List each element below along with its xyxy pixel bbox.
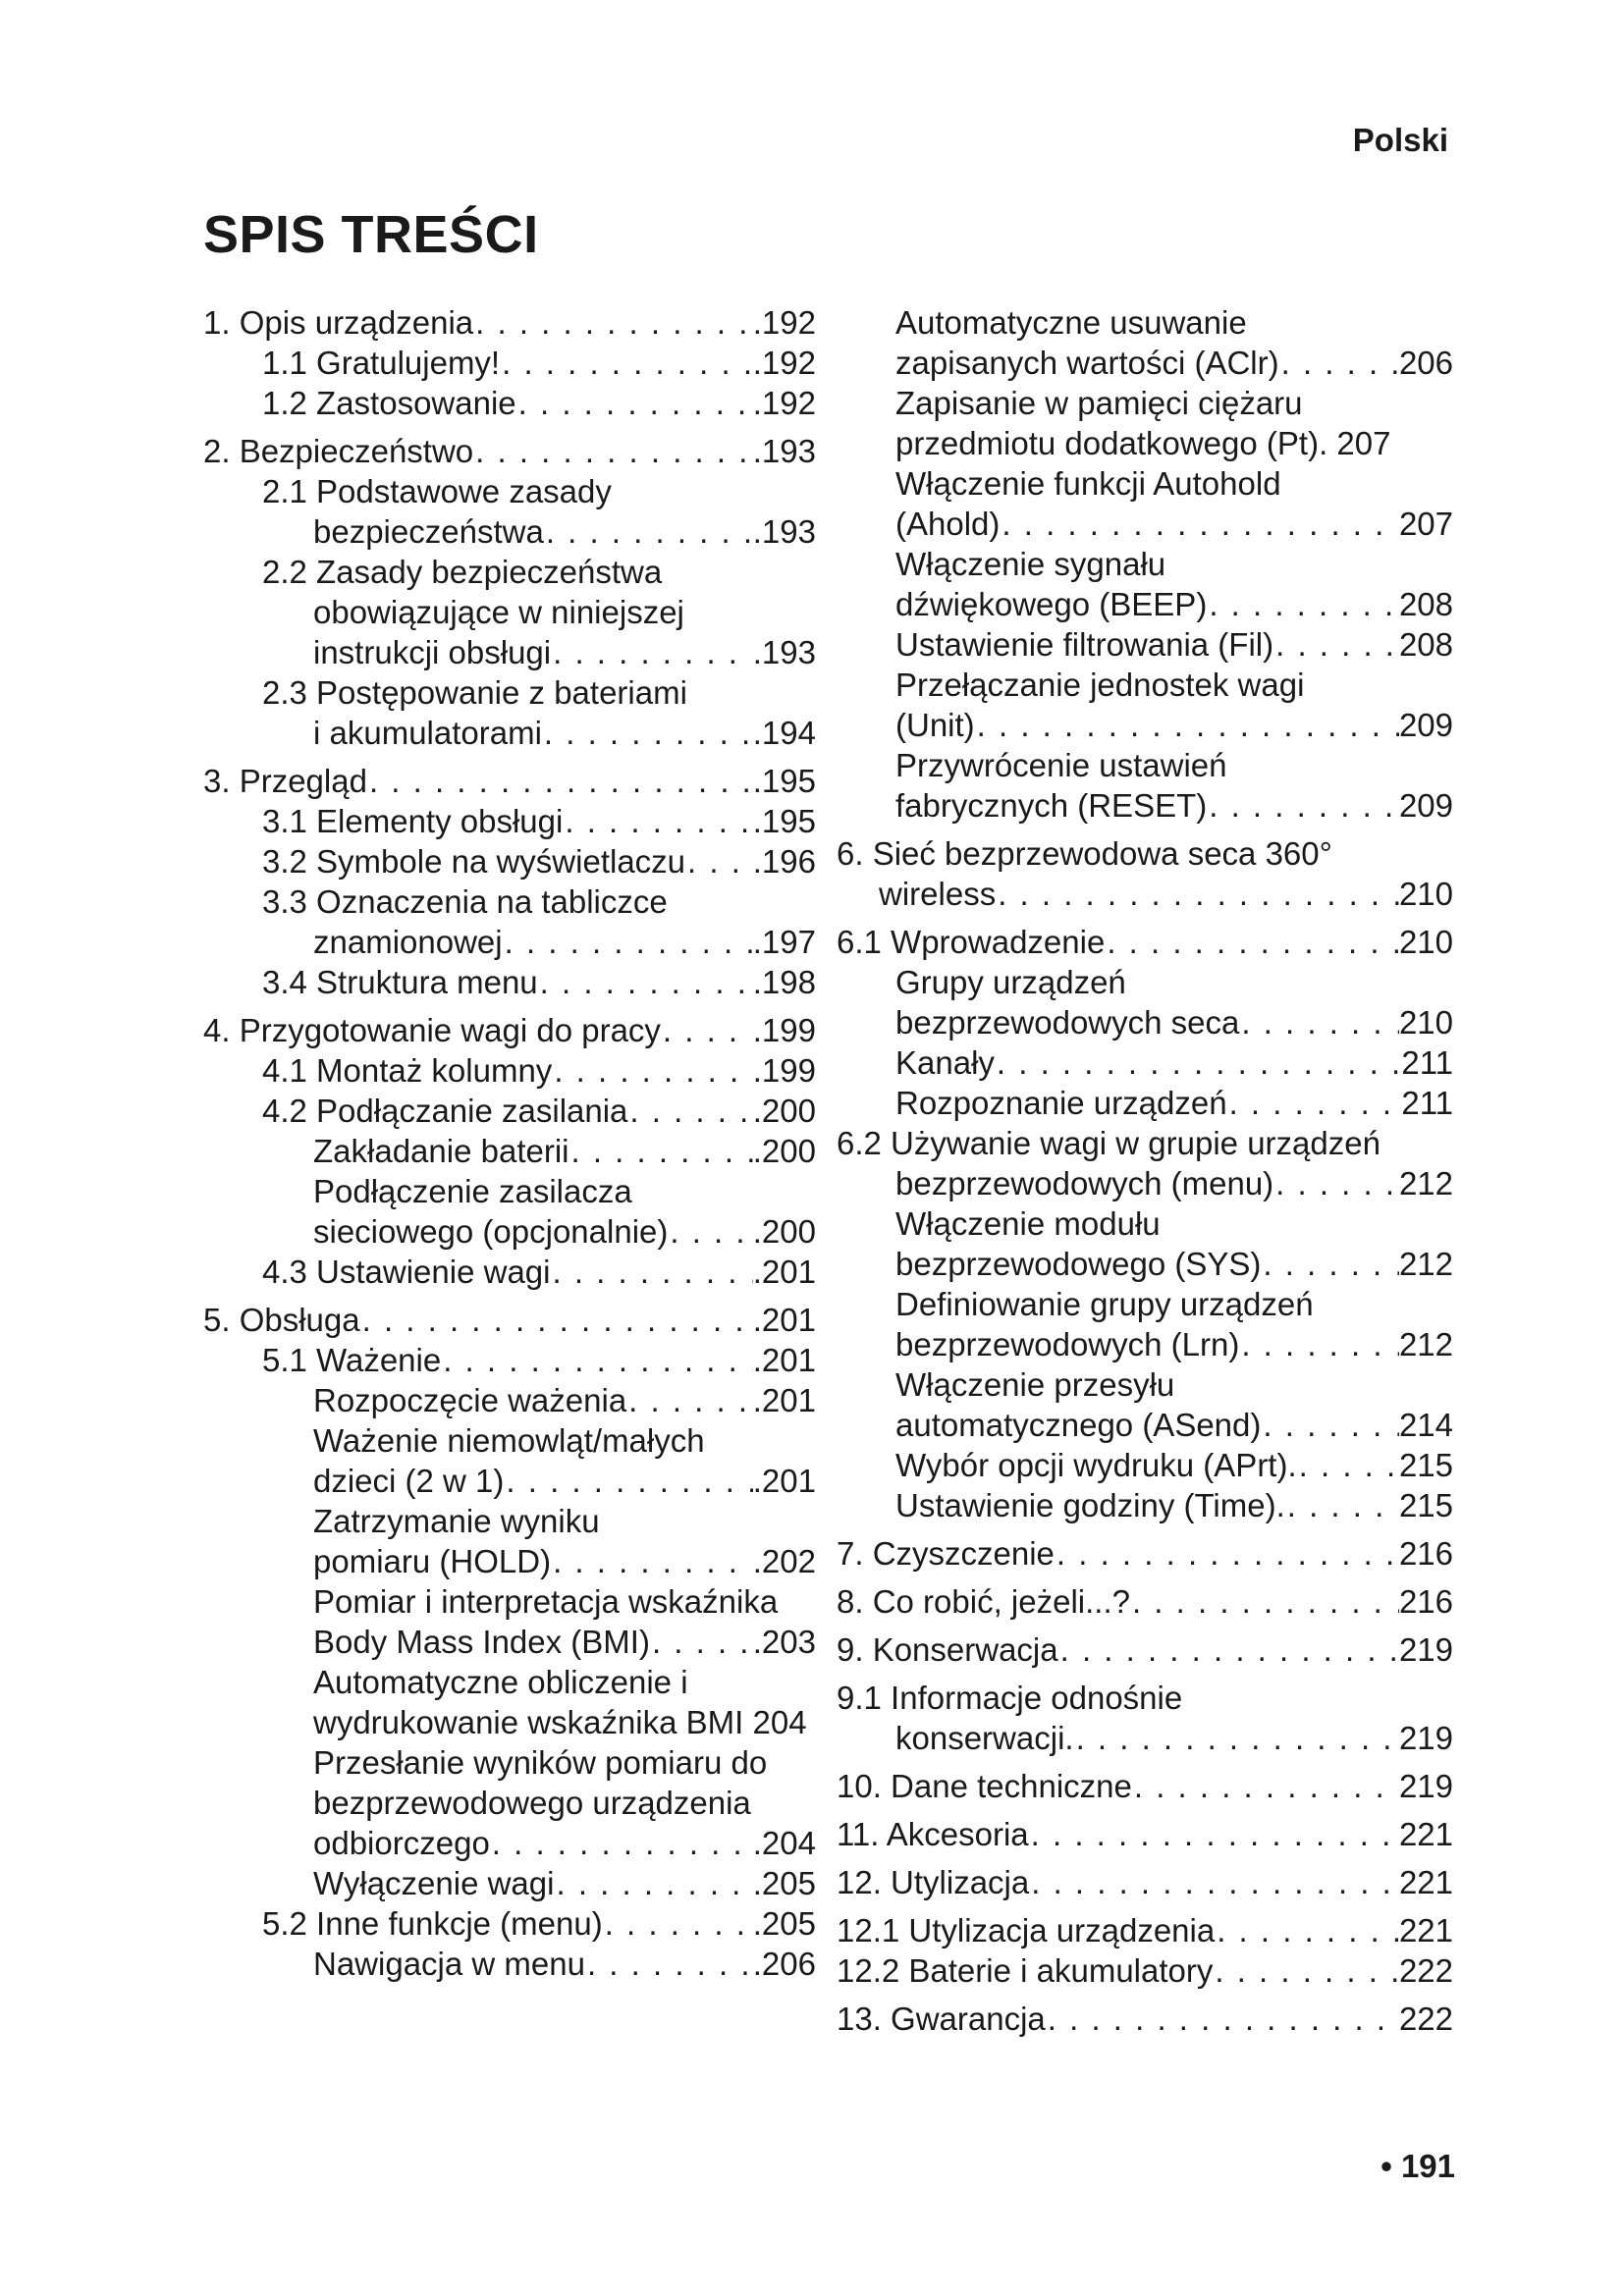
toc-entry bbox=[203, 881, 816, 922]
toc-entry bbox=[203, 713, 816, 753]
toc-entry-title: 3.4 Struktura menu bbox=[262, 964, 538, 1000]
toc-entry-title: pomiaru (HOLD) bbox=[313, 1543, 552, 1579]
toc-entry-page: .192 bbox=[752, 385, 816, 421]
toc-leader-dots bbox=[1207, 584, 1399, 624]
toc-entry-page: 212 bbox=[1398, 1246, 1453, 1282]
toc-entry bbox=[837, 1244, 1453, 1284]
toc-entry bbox=[837, 624, 1453, 665]
toc-entry bbox=[203, 1420, 816, 1461]
toc-entry bbox=[203, 1662, 816, 1702]
toc-entry-title: 11. Akcesoria bbox=[837, 1816, 1029, 1852]
toc-entry-title: konserwacji. bbox=[895, 1720, 1074, 1756]
toc-leader-dots bbox=[627, 1091, 752, 1131]
toc-entry-title: 4. Przygotowanie wagi do pracy bbox=[203, 1012, 661, 1048]
toc-entry-page: .192 bbox=[752, 304, 816, 341]
toc-entry-page: .205 bbox=[752, 1905, 816, 1942]
toc-entry-title: 4.2 Podłączanie zasilania bbox=[262, 1093, 628, 1129]
toc-leader-dots bbox=[661, 1010, 753, 1050]
toc-entry bbox=[837, 1042, 1453, 1083]
toc-entry-title: fabrycznych (RESET) bbox=[895, 787, 1208, 824]
toc-entry-title: bezprzewodowych (menu) bbox=[895, 1165, 1274, 1201]
toc-entry-title: 1.1 Gratulujemy! bbox=[262, 345, 501, 381]
toc-entry-title: 2. Bezpieczeństwo bbox=[203, 433, 474, 469]
toc-entry bbox=[203, 1211, 816, 1252]
toc-leader-dots bbox=[1273, 1163, 1399, 1203]
toc-entry bbox=[203, 1340, 816, 1380]
toc-entry-title: odbiorczego bbox=[313, 1825, 490, 1861]
toc-entry bbox=[203, 1823, 816, 1863]
toc-leader-dots bbox=[1239, 1002, 1399, 1042]
toc-entry-title: 4.3 Ustawienie wagi bbox=[262, 1254, 551, 1290]
toc-entry-page: .206 bbox=[752, 1946, 816, 1982]
toc-entry-title: (Unit) bbox=[895, 707, 975, 743]
toc-entry-title: 7. Czyszczenie bbox=[837, 1535, 1055, 1572]
toc-leader-dots bbox=[585, 1944, 753, 1984]
toc-entry-title: Rozpoczęcie ważenia bbox=[313, 1382, 627, 1418]
toc-entry bbox=[203, 632, 816, 672]
toc-entry-title: 12.1 Utylizacja urządzenia bbox=[837, 1912, 1216, 1949]
toc-leader-dots bbox=[1000, 504, 1399, 544]
toc-entry-title: Rozpoznanie urządzeń bbox=[895, 1085, 1227, 1121]
toc-entry-title: Definiowanie grupy urządzeń bbox=[895, 1286, 1314, 1322]
toc-entry bbox=[203, 1581, 816, 1622]
toc-leader-dots bbox=[603, 1903, 753, 1944]
toc-leader-dots bbox=[1029, 1814, 1399, 1854]
toc-leader-dots bbox=[1130, 1581, 1399, 1622]
toc-leader-dots bbox=[1132, 1766, 1399, 1806]
toc-entry-title: Przywrócenie ustawień bbox=[895, 747, 1227, 783]
toc-entry-page: 215 bbox=[1398, 1487, 1453, 1523]
toc-leader-dots bbox=[490, 1823, 753, 1863]
toc-leader-dots bbox=[551, 1541, 753, 1581]
toc-entry bbox=[837, 463, 1453, 504]
toc-entry bbox=[837, 1163, 1453, 1203]
toc-entry-title: 6.2 Używanie wagi w grupie urządzeń bbox=[837, 1125, 1380, 1161]
toc-entry bbox=[203, 1944, 816, 1984]
toc-leader-dots bbox=[504, 1461, 752, 1501]
toc-entry-title: bezprzewodowego urządzenia bbox=[313, 1785, 751, 1821]
toc-entry bbox=[203, 962, 816, 1002]
toc-entry-page: 222 bbox=[1398, 2001, 1453, 2037]
toc-entry-title: Zatrzymanie wyniku bbox=[313, 1503, 600, 1539]
toc-entry-title: 3.2 Symbole na wyświetlaczu bbox=[262, 843, 686, 880]
toc-leader-dots bbox=[1279, 343, 1399, 383]
toc-entry bbox=[203, 592, 816, 632]
toc-entry-page: .201 bbox=[752, 1254, 816, 1290]
toc-entry bbox=[837, 302, 1453, 343]
toc-entry-title: i akumulatorami bbox=[313, 715, 542, 751]
toc-leader-dots bbox=[516, 383, 753, 423]
toc-leader-dots bbox=[1046, 1999, 1399, 2039]
toc-entry-page: 214 bbox=[1398, 1407, 1453, 1443]
toc-entry bbox=[203, 343, 816, 383]
toc-entry-page: .193 bbox=[752, 433, 816, 469]
toc-entry-title: przedmiotu dodatkowego (Pt). 207 bbox=[895, 425, 1391, 461]
toc-entry-title: Grupy urządzeń bbox=[895, 964, 1126, 1000]
toc-entry bbox=[203, 761, 816, 801]
toc-entry-title: Włączenie funkcji Autohold bbox=[895, 465, 1281, 502]
toc-entry-page: 219 bbox=[1398, 1631, 1453, 1668]
toc-leader-dots bbox=[542, 713, 753, 753]
toc-entry-title: wireless bbox=[879, 876, 997, 912]
toc-leader-dots bbox=[441, 1340, 753, 1380]
toc-entry-page: 210 bbox=[1398, 876, 1453, 912]
toc-entry bbox=[837, 962, 1453, 1002]
toc-entry-title: 2.1 Podstawowe zasady bbox=[262, 473, 612, 509]
toc-entry-page: 208 bbox=[1398, 626, 1453, 663]
toc-entry bbox=[203, 1501, 816, 1541]
toc-entry-title: 2.3 Postępowanie z bateriami bbox=[262, 674, 687, 711]
toc-entry-page: .192 bbox=[752, 345, 816, 381]
toc-entry bbox=[203, 1050, 816, 1091]
toc-entry-title: 5. Obsługa bbox=[203, 1302, 360, 1338]
toc-entry bbox=[203, 1131, 816, 1171]
toc-entry bbox=[837, 1445, 1453, 1485]
toc-entry-title: Wybór opcji wydruku (APrt). bbox=[895, 1447, 1297, 1483]
toc-entry bbox=[837, 504, 1453, 544]
toc-leader-dots bbox=[668, 1211, 752, 1252]
toc-entry-title: Body Mass Index (BMI) bbox=[313, 1624, 650, 1660]
toc-leader-dots bbox=[1213, 1950, 1399, 1991]
toc-leader-dots bbox=[1227, 1083, 1402, 1123]
toc-entry-title: 2.2 Zasady bezpieczeństwa bbox=[262, 554, 663, 590]
toc-entry-title: Zapisanie w pamięci ciężaru bbox=[895, 385, 1303, 421]
toc-leader-dots bbox=[995, 1042, 1401, 1083]
toc-entry-page: .198 bbox=[752, 964, 816, 1000]
toc-entry bbox=[203, 1010, 816, 1050]
toc-entry-page: .202 bbox=[752, 1543, 816, 1579]
toc-leader-dots bbox=[554, 1863, 752, 1903]
toc-leader-dots bbox=[1055, 1533, 1399, 1574]
toc-entry-page: .201 bbox=[752, 1463, 816, 1499]
toc-entry-page: .193 bbox=[752, 634, 816, 670]
toc-entry-page: 207 bbox=[1398, 506, 1453, 542]
toc-leader-dots bbox=[996, 874, 1399, 914]
toc-entry bbox=[203, 1742, 816, 1783]
toc-entry-page: 209 bbox=[1398, 787, 1453, 824]
toc-entry bbox=[203, 431, 816, 471]
toc-leader-dots bbox=[563, 801, 752, 841]
toc-entry-title: Kanały bbox=[895, 1044, 995, 1081]
toc-entry-page: .203 bbox=[752, 1624, 816, 1660]
toc-entry bbox=[837, 1950, 1453, 1991]
toc-entry-title: 5.1 Ważenie bbox=[262, 1342, 442, 1378]
toc-entry-title: dźwiękowego (BEEP) bbox=[895, 586, 1208, 622]
toc-entry bbox=[203, 1380, 816, 1420]
toc-entry-page: 210 bbox=[1398, 1004, 1453, 1041]
toc-leader-dots bbox=[552, 1050, 752, 1091]
toc-entry bbox=[203, 1622, 816, 1662]
toc-entry bbox=[203, 841, 816, 881]
toc-leader-dots bbox=[500, 343, 753, 383]
toc-entry-page: 209 bbox=[1398, 707, 1453, 743]
toc-entry-page: .195 bbox=[752, 803, 816, 839]
toc-entry bbox=[837, 1581, 1453, 1622]
toc-entry-title: bezprzewodowych seca bbox=[895, 1004, 1240, 1041]
toc-entry-title: zapisanych wartości (AClr) bbox=[895, 345, 1279, 381]
toc-leader-dots bbox=[626, 1380, 753, 1420]
toc-entry-page: .195 bbox=[752, 763, 816, 799]
toc-entry-title: 3. Przegląd bbox=[203, 763, 367, 799]
toc-entry-title: bezpieczeństwa bbox=[313, 513, 544, 550]
toc-entry bbox=[837, 1999, 1453, 2039]
toc-entry-title: Włączenie przesyłu bbox=[895, 1366, 1175, 1403]
toc-entry bbox=[837, 1324, 1453, 1364]
toc-entry bbox=[837, 922, 1453, 962]
toc-entry-title: 5.2 Inne funkcje (menu) bbox=[262, 1905, 603, 1942]
toc-entry-title: 3.1 Elementy obsługi bbox=[262, 803, 564, 839]
toc-entry-title: Automatyczne usuwanie bbox=[895, 304, 1247, 341]
toc-entry-page: .200 bbox=[752, 1133, 816, 1169]
toc-leader-dots bbox=[569, 1131, 753, 1171]
toc-entry bbox=[203, 302, 816, 343]
toc-entry-title: 13. Gwarancja bbox=[837, 2001, 1046, 2037]
toc-entry-title: Automatyczne obliczenie i bbox=[313, 1664, 688, 1700]
toc-entry bbox=[203, 922, 816, 962]
toc-leader-dots bbox=[367, 761, 753, 801]
toc-entry bbox=[837, 1814, 1453, 1854]
toc-entry bbox=[837, 584, 1453, 624]
toc-entry-page: 212 bbox=[1398, 1165, 1453, 1201]
toc-entry-title: Podłączenie zasilacza bbox=[313, 1173, 632, 1209]
toc-entry bbox=[837, 1629, 1453, 1670]
page-number: • 191 bbox=[1380, 2148, 1455, 2184]
toc-entry-page: 219 bbox=[1398, 1768, 1453, 1804]
toc-entry bbox=[203, 383, 816, 423]
toc-entry-title: 10. Dane techniczne bbox=[837, 1768, 1132, 1804]
toc-entry bbox=[203, 801, 816, 841]
toc-entry bbox=[203, 1783, 816, 1823]
toc-entry bbox=[837, 1766, 1453, 1806]
toc-entry-title: 6.1 Wprowadzenie bbox=[837, 924, 1106, 960]
toc-leader-dots bbox=[544, 511, 753, 552]
toc-entry-title: 4.1 Montaż kolumny bbox=[262, 1052, 553, 1089]
toc-leader-dots bbox=[650, 1622, 753, 1662]
toc-entry bbox=[837, 1284, 1453, 1324]
toc-entry bbox=[837, 1718, 1453, 1758]
toc-entry-page: .197 bbox=[752, 924, 816, 960]
toc-entry bbox=[837, 705, 1453, 745]
language-label: Polski bbox=[1352, 122, 1448, 158]
toc-entry bbox=[203, 552, 816, 592]
toc-entry-title: dzieci (2 w 1) bbox=[313, 1463, 505, 1499]
toc-entry bbox=[837, 1203, 1453, 1244]
toc-leader-dots bbox=[551, 632, 753, 672]
toc-entry bbox=[203, 672, 816, 713]
toc-leader-dots bbox=[1058, 1629, 1399, 1670]
toc-entry bbox=[203, 1903, 816, 1944]
toc-entry bbox=[203, 1300, 816, 1340]
toc-entry-page: 221 bbox=[1398, 1864, 1453, 1900]
toc-entry bbox=[837, 874, 1453, 914]
toc-entry-page: 215 bbox=[1398, 1447, 1453, 1483]
toc-entry-page: 221 bbox=[1398, 1912, 1453, 1949]
toc-entry-title: (Ahold) bbox=[895, 506, 1001, 542]
toc-entry bbox=[837, 1910, 1453, 1950]
toc-entry-page: .201 bbox=[752, 1302, 816, 1338]
toc-entry bbox=[837, 383, 1453, 423]
toc-entry-page: 212 bbox=[1398, 1326, 1453, 1362]
toc-entry-page: .200 bbox=[752, 1093, 816, 1129]
toc-entry bbox=[837, 1862, 1453, 1902]
toc-entry bbox=[203, 1171, 816, 1211]
toc-entry bbox=[837, 544, 1453, 584]
page-title: SPIS TREŚCI bbox=[203, 205, 539, 264]
toc-entry-page: 206 bbox=[1398, 345, 1453, 381]
toc-entry-title: 6. Sieć bezprzewodowa seca 360° bbox=[837, 835, 1332, 872]
toc-leader-dots bbox=[1261, 1244, 1399, 1284]
toc-leader-dots bbox=[1261, 1405, 1399, 1445]
toc-entry-title: 1. Opis urządzenia bbox=[203, 304, 474, 341]
toc-entry bbox=[837, 423, 1453, 463]
toc-entry bbox=[837, 1123, 1453, 1163]
toc-entry bbox=[837, 785, 1453, 826]
toc-leader-dots bbox=[473, 431, 753, 471]
toc-entry bbox=[837, 1083, 1453, 1123]
toc-entry-title: 12. Utylizacja bbox=[837, 1864, 1030, 1900]
toc-entry-title: Przesłanie wyników pomiaru do bbox=[313, 1744, 768, 1781]
toc-entry-title: Pomiar i interpretacja wskaźnika bbox=[313, 1583, 779, 1620]
toc-entry-page: 222 bbox=[1398, 1952, 1453, 1989]
toc-entry-title: automatycznego (ASend) bbox=[895, 1407, 1262, 1443]
toc-column-right bbox=[837, 302, 1453, 2039]
toc-leader-dots bbox=[1029, 1862, 1399, 1902]
toc-entry bbox=[837, 745, 1453, 785]
toc-leader-dots bbox=[1285, 1485, 1399, 1525]
toc-entry bbox=[203, 471, 816, 511]
toc-leader-dots bbox=[360, 1300, 753, 1340]
toc-entry-page: 208 bbox=[1398, 586, 1453, 622]
toc-entry-page: .200 bbox=[752, 1213, 816, 1250]
toc-entry-page: 221 bbox=[1398, 1816, 1453, 1852]
toc-leader-dots bbox=[1273, 624, 1399, 665]
toc-entry-page: 211 bbox=[1401, 1044, 1453, 1081]
toc-entry bbox=[203, 1252, 816, 1292]
toc-entry-page: .204 bbox=[752, 1825, 816, 1861]
toc-entry-title: bezprzewodowego (SYS) bbox=[895, 1246, 1262, 1282]
toc-entry bbox=[837, 1533, 1453, 1574]
toc-entry-title: 9.1 Informacje odnośnie bbox=[837, 1680, 1183, 1716]
toc-leader-dots bbox=[473, 302, 753, 343]
toc-entry bbox=[837, 1405, 1453, 1445]
toc-entry-page: .201 bbox=[752, 1382, 816, 1418]
toc-leader-dots bbox=[1297, 1445, 1399, 1485]
toc-entry bbox=[837, 833, 1453, 874]
toc-entry bbox=[203, 1461, 816, 1501]
toc-entry-page: .199 bbox=[752, 1052, 816, 1089]
toc-entry-title: 9. Konserwacja bbox=[837, 1631, 1058, 1668]
toc-entry-page: .205 bbox=[752, 1865, 816, 1901]
toc-leader-dots bbox=[1207, 785, 1399, 826]
toc-leader-dots bbox=[538, 962, 753, 1002]
toc-entry-title: Ważenie niemowląt/małych bbox=[313, 1422, 705, 1459]
toc-entry bbox=[203, 1541, 816, 1581]
toc-entry bbox=[203, 511, 816, 552]
toc-entry-page: .201 bbox=[752, 1342, 816, 1378]
toc-entry-page: 216 bbox=[1398, 1583, 1453, 1620]
toc-entry-page: .199 bbox=[752, 1012, 816, 1048]
toc-leader-dots bbox=[1074, 1718, 1399, 1758]
toc-column-left bbox=[203, 302, 816, 1984]
toc-entry-title: sieciowego (opcjonalnie) bbox=[313, 1213, 669, 1250]
toc-entry-title: bezprzewodowych (Lrn) bbox=[895, 1326, 1240, 1362]
toc-entry bbox=[203, 1863, 816, 1903]
toc-entry-page: 216 bbox=[1398, 1535, 1453, 1572]
toc-entry-title: 12.2 Baterie i akumulatory bbox=[837, 1952, 1214, 1989]
toc-leader-dots bbox=[1105, 922, 1399, 962]
toc-entry-title: Włączenie sygnału bbox=[895, 546, 1166, 582]
toc-entry-page: .193 bbox=[752, 513, 816, 550]
toc-entry-title: Przełączanie jednostek wagi bbox=[895, 667, 1305, 703]
toc-entry-title: 1.2 Zastosowanie bbox=[262, 385, 516, 421]
toc-entry-page: .194 bbox=[752, 715, 816, 751]
toc-entry-title: Nawigacja w menu bbox=[313, 1946, 585, 1982]
toc-entry-page: 211 bbox=[1401, 1085, 1453, 1121]
toc-entry bbox=[837, 1364, 1453, 1405]
toc-entry-title: 3.3 Oznaczenia na tabliczce bbox=[262, 883, 668, 920]
toc-entry bbox=[837, 1485, 1453, 1525]
toc-entry-title: Włączenie modułu bbox=[895, 1205, 1161, 1242]
toc-entry-title: Zakładanie baterii bbox=[313, 1133, 569, 1169]
toc-entry-title: instrukcji obsługi bbox=[313, 634, 552, 670]
toc-entry bbox=[203, 1091, 816, 1131]
toc-leader-dots bbox=[685, 841, 753, 881]
toc-entry bbox=[203, 1702, 816, 1742]
toc-entry bbox=[837, 343, 1453, 383]
toc-entry bbox=[837, 665, 1453, 705]
toc-leader-dots bbox=[551, 1252, 753, 1292]
toc-entry-title: Wyłączenie wagi bbox=[313, 1865, 555, 1901]
toc-entry-page: 219 bbox=[1398, 1720, 1453, 1756]
toc-leader-dots bbox=[975, 705, 1399, 745]
toc-entry-page: .196 bbox=[752, 843, 816, 880]
toc-entry-title: 8. Co robić, jeżeli...? bbox=[837, 1583, 1130, 1620]
toc-leader-dots bbox=[503, 922, 753, 962]
toc-leader-dots bbox=[1239, 1324, 1399, 1364]
toc-leader-dots bbox=[1215, 1910, 1399, 1950]
toc-entry-page: 210 bbox=[1398, 924, 1453, 960]
toc-entry-title: wydrukowanie wskaźnika BMI 204 bbox=[313, 1704, 807, 1740]
toc-entry-title: Ustawienie godziny (Time). bbox=[895, 1487, 1285, 1523]
toc-entry-title: znamionowej bbox=[313, 924, 503, 960]
toc-entry-title: obowiązujące w niniejszej bbox=[313, 594, 684, 630]
toc-entry bbox=[837, 1002, 1453, 1042]
toc-entry bbox=[837, 1678, 1453, 1718]
toc-entry-title: Ustawienie filtrowania (Fil) bbox=[895, 626, 1274, 663]
